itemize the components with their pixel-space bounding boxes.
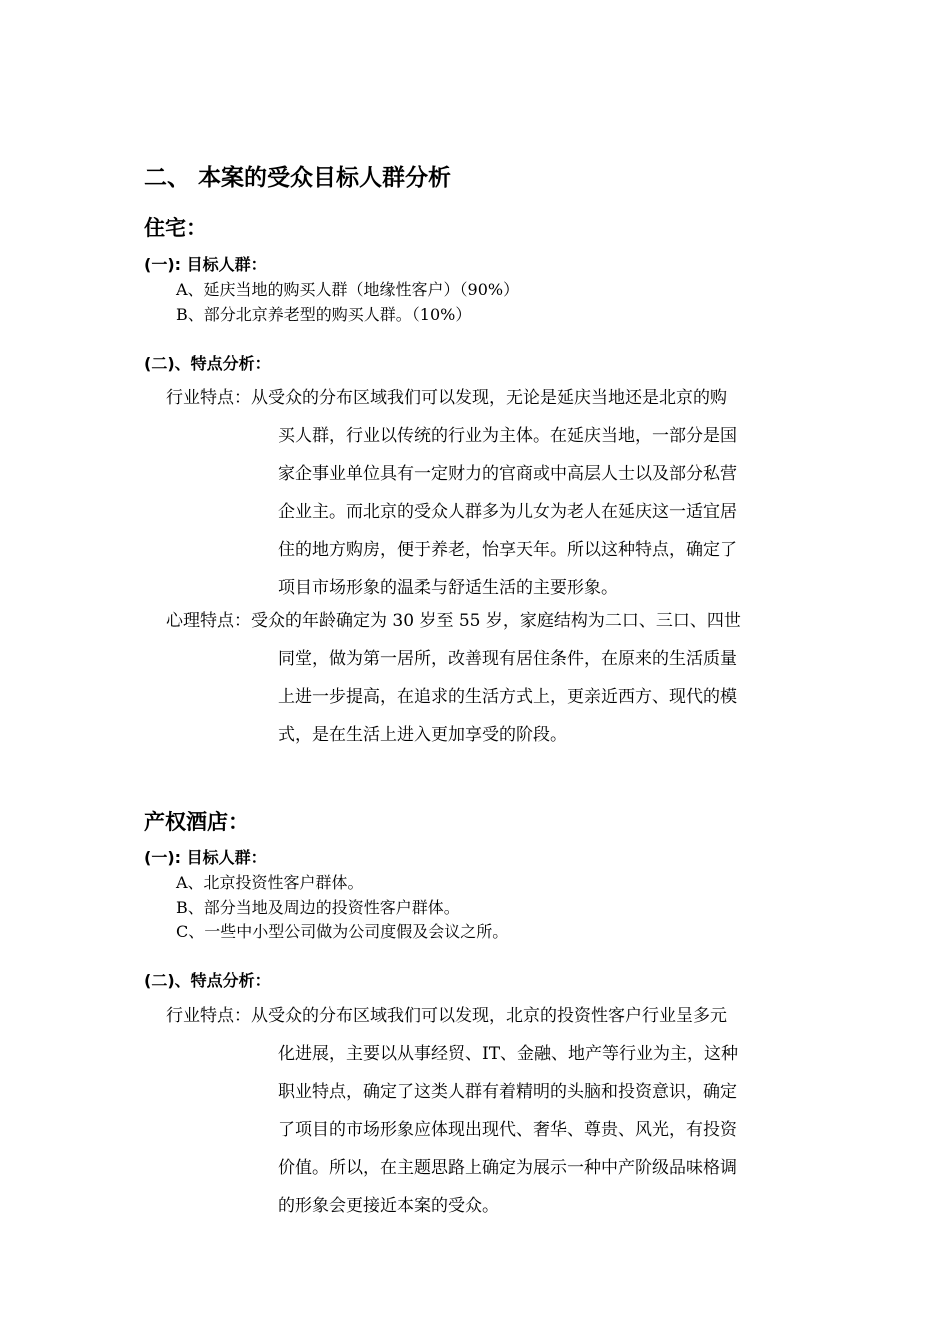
hotel-heading: 产权酒店： <box>144 810 249 834</box>
paragraph-line: 的形象会更接近本案的受众。 <box>278 1196 499 1216</box>
hotel-features-heading: (二)、特点分析： <box>144 971 271 990</box>
psychology-label: 心理特点： <box>166 611 251 631</box>
paragraph-line: 上进一步提高，在追求的生活方式上，更亲近西方、现代的模 <box>278 687 737 707</box>
paragraph-line: 职业特点，确定了这类人群有着精明的头脑和投资意识，确定 <box>278 1082 737 1102</box>
residential-heading: 住宅： <box>144 216 207 240</box>
paragraph-line: 价值。所以，在主题思路上确定为展示一种中产阶级品味格调 <box>278 1158 737 1178</box>
residential-features-heading: (二)、特点分析： <box>144 354 271 373</box>
paragraph-line: 行业特点：从受众的分布区域我们可以发现，无论是延庆当地还是北京的购 <box>166 388 727 408</box>
paragraph-line: 买人群，行业以传统的行业为主体。在延庆当地，一部分是国 <box>278 426 737 446</box>
paragraph-line: 了项目的市场形象应体现出现代、奢华、尊贵、风光，有投资 <box>278 1120 737 1140</box>
paragraph-line: 企业主。而北京的受众人群多为儿女为老人在延庆这一适宜居 <box>278 502 737 522</box>
residential-target-a: A、延庆当地的购买人群（地缘性客户）（90%） <box>176 280 520 299</box>
paragraph-line: 心理特点：受众的年龄确定为 30 岁至 55 岁，家庭结构为二口、三口、四世 <box>166 611 741 631</box>
paragraph-line: 家企事业单位具有一定财力的官商或中高层人士以及部分私营 <box>278 464 737 484</box>
paragraph-line: 项目市场形象的温柔与舒适生活的主要形象。 <box>278 578 618 598</box>
residential-targets-heading: (一): 目标人群： <box>144 255 267 274</box>
industry-label: 行业特点： <box>166 388 251 408</box>
residential-target-b: B、部分北京养老型的购买人群。（10%） <box>176 305 472 324</box>
paragraph-line: 化进展，主要以从事经贸、IT、金融、地产等行业为主，这种 <box>278 1044 739 1064</box>
hotel-targets-heading: (一): 目标人群： <box>144 848 267 867</box>
hotel-target-a: A、北京投资性客户群体。 <box>176 873 364 892</box>
hotel-target-c: C、一些中小型公司做为公司度假及会议之所。 <box>176 922 509 941</box>
section-title: 二、 本案的受众目标人群分析 <box>144 165 452 191</box>
paragraph-line: 行业特点：从受众的分布区域我们可以发现，北京的投资性客户行业呈多元 <box>166 1006 727 1026</box>
paragraph-line: 同堂，做为第一居所，改善现有居住条件，在原来的生活质量 <box>278 649 737 669</box>
paragraph-line: 住的地方购房，便于养老，怡享天年。所以这种特点，确定了 <box>278 540 737 560</box>
industry-label: 行业特点： <box>166 1006 251 1026</box>
paragraph-line: 式，是在生活上进入更加享受的阶段。 <box>278 725 567 745</box>
hotel-target-b: B、部分当地及周边的投资性客户群体。 <box>176 898 460 917</box>
